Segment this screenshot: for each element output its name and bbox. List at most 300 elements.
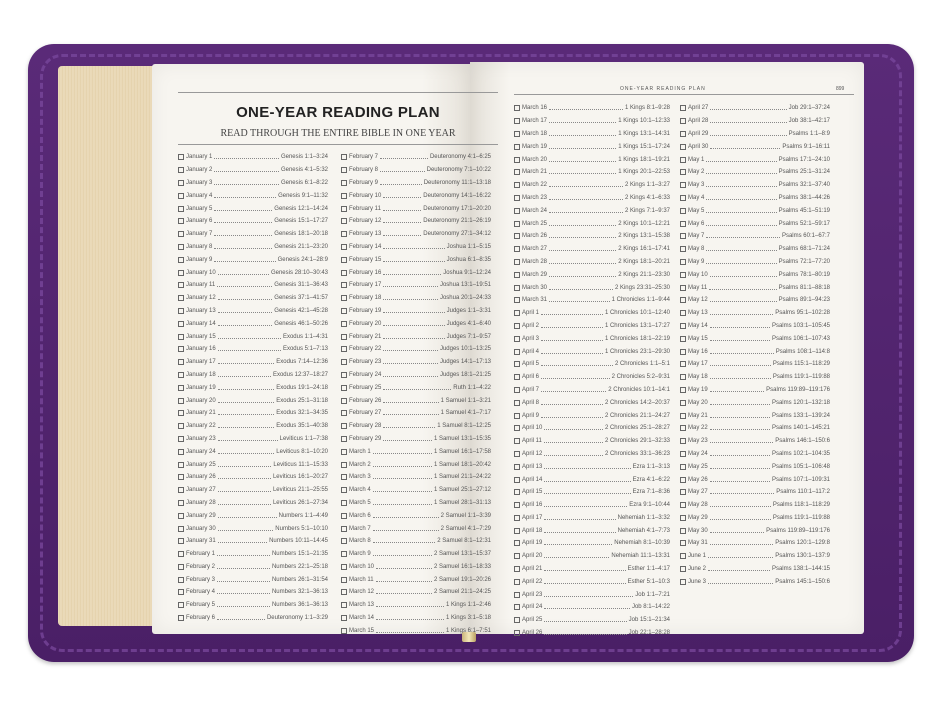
checkbox-icon xyxy=(680,566,686,572)
reading-entry xyxy=(178,561,328,574)
running-head: ONE-YEAR READING PLAN xyxy=(620,86,706,92)
subtitle-rule xyxy=(178,144,498,145)
reading-entry xyxy=(178,458,328,471)
leader-dots xyxy=(383,373,438,377)
checkbox-icon xyxy=(178,372,184,378)
reading-entry xyxy=(178,305,328,318)
checkbox-icon xyxy=(178,398,184,404)
checkbox-icon xyxy=(514,259,520,265)
leader-dots xyxy=(710,273,777,277)
leader-dots xyxy=(706,247,776,251)
checkbox-icon xyxy=(514,553,520,559)
checkbox-icon xyxy=(341,602,347,608)
checkbox-icon xyxy=(680,233,686,239)
entry-date: February 11 xyxy=(349,205,381,212)
checkbox-icon xyxy=(514,387,520,393)
leader-dots xyxy=(376,590,432,594)
entry-date: May 1 xyxy=(688,156,705,163)
leader-dots xyxy=(710,132,786,136)
entry-date: January 5 xyxy=(186,205,213,212)
leader-dots xyxy=(544,426,603,430)
entry-date: April 9 xyxy=(522,412,540,419)
checkbox-icon xyxy=(178,487,184,493)
reading-entry xyxy=(514,268,670,281)
entry-date: June 1 xyxy=(688,553,707,560)
checkbox-icon xyxy=(514,336,520,342)
reading-entry xyxy=(178,522,328,535)
checkbox-icon xyxy=(514,604,520,610)
reading-entry xyxy=(680,524,830,537)
reading-entry xyxy=(680,332,830,345)
entry-date: January 18 xyxy=(186,371,216,378)
reading-entry xyxy=(341,381,491,394)
leader-dots xyxy=(710,426,770,430)
reading-entry xyxy=(178,189,328,202)
entry-reading: 2 Kings 16:1–17:41 xyxy=(618,246,670,253)
entry-reading: Genesis 12:1–14:24 xyxy=(274,205,328,212)
entry-date: June 2 xyxy=(688,566,707,573)
checkbox-icon xyxy=(680,387,686,393)
reading-entry xyxy=(680,307,830,320)
entry-date: May 20 xyxy=(688,399,708,406)
entry-date: January 22 xyxy=(186,423,216,430)
entry-reading: Psalms 89:1–94:23 xyxy=(778,297,830,304)
checkbox-icon xyxy=(680,285,686,291)
entry-date: April 16 xyxy=(522,502,543,509)
entry-reading: 1 Chronicles 13:1–17:27 xyxy=(604,322,670,329)
leader-dots xyxy=(218,309,273,313)
checkbox-icon xyxy=(680,157,686,163)
reading-entry xyxy=(514,448,670,461)
entry-date: February 29 xyxy=(349,435,382,442)
entry-reading: Joshua 9:1–12:24 xyxy=(443,269,491,276)
checkbox-icon xyxy=(178,270,184,276)
leader-dots xyxy=(373,450,432,454)
reading-entry xyxy=(680,166,830,179)
checkbox-icon xyxy=(514,131,520,137)
entry-date: March 8 xyxy=(349,538,371,545)
entry-date: April 28 xyxy=(688,118,709,125)
entry-reading: Psalms 95:1–102:28 xyxy=(775,310,830,317)
leader-dots xyxy=(541,375,610,379)
checkbox-icon xyxy=(178,334,184,340)
reading-entry xyxy=(341,266,491,279)
reading-entry xyxy=(514,204,670,217)
entry-reading: 1 Chronicles 1:1–9:44 xyxy=(611,297,670,304)
entry-date: May 23 xyxy=(688,438,708,445)
entry-reading: Exodus 25:1–31:18 xyxy=(276,397,328,404)
entry-reading: Deuteronomy 27:1–34:12 xyxy=(423,231,491,238)
entry-date: March 6 xyxy=(349,512,371,519)
entry-reading: Psalms 119:1–119:88 xyxy=(772,514,830,521)
reading-entry xyxy=(341,292,491,305)
reading-entry xyxy=(680,140,830,153)
leader-dots xyxy=(383,232,421,236)
reading-entry xyxy=(680,384,830,397)
reading-entry xyxy=(680,575,830,588)
checkbox-icon xyxy=(341,270,347,276)
page-edges xyxy=(58,66,158,626)
checkbox-icon xyxy=(341,359,347,365)
entry-date: April 11 xyxy=(522,438,542,445)
checkbox-icon xyxy=(514,425,520,431)
checkbox-icon xyxy=(341,257,347,263)
leader-dots xyxy=(218,450,275,454)
entry-reading: Exodus 5:1–7:13 xyxy=(282,346,328,353)
reading-column-2 xyxy=(341,151,491,637)
checkbox-icon xyxy=(341,628,347,634)
leader-dots xyxy=(373,475,432,479)
entry-reading: Genesis 18:1–20:18 xyxy=(274,231,328,238)
checkbox-icon xyxy=(514,528,520,534)
leader-dots xyxy=(218,399,275,403)
entry-date: March 20 xyxy=(522,156,548,163)
reading-entry xyxy=(680,371,830,384)
entry-reading: 2 Samuel 16:1–18:33 xyxy=(433,563,491,570)
entry-reading: Psalms 106:1–107:43 xyxy=(771,335,830,342)
reading-entry xyxy=(680,499,830,512)
reading-entry xyxy=(178,164,328,177)
reading-column-3 xyxy=(514,102,670,639)
entry-reading: 2 Kings 21:1–23:30 xyxy=(618,271,670,278)
entry-reading: Leviticus 21:1–25:55 xyxy=(272,487,328,494)
reading-entry xyxy=(514,166,670,179)
checkbox-icon xyxy=(341,474,347,480)
leader-dots xyxy=(549,145,616,149)
entry-reading: 2 Samuel 4:1–7:29 xyxy=(440,525,491,532)
entry-reading: Genesis 37:1–41:57 xyxy=(274,295,328,302)
leader-dots xyxy=(549,196,623,200)
checkbox-icon xyxy=(680,246,686,252)
entry-reading: Psalms 103:1–105:45 xyxy=(771,322,830,329)
leader-dots xyxy=(383,245,444,249)
reading-entry xyxy=(514,281,670,294)
reading-entry xyxy=(514,243,670,256)
checkbox-icon xyxy=(178,231,184,237)
leader-dots xyxy=(383,322,444,326)
checkbox-icon xyxy=(341,295,347,301)
entry-reading: Psalms 68:1–71:24 xyxy=(778,246,830,253)
leader-dots xyxy=(541,337,603,341)
reading-entry xyxy=(341,202,491,215)
leader-dots xyxy=(373,552,432,556)
reading-entry xyxy=(178,215,328,228)
entry-reading: Job 15:1–21:34 xyxy=(628,617,670,624)
checkbox-icon xyxy=(514,195,520,201)
leader-dots xyxy=(544,580,625,584)
reading-entry xyxy=(680,563,830,576)
leader-dots xyxy=(383,386,451,390)
entry-reading: Ezra 9:1–10:44 xyxy=(629,502,670,509)
entry-date: May 6 xyxy=(688,220,705,227)
checkbox-icon xyxy=(341,589,347,595)
checkbox-icon xyxy=(514,157,520,163)
leader-dots xyxy=(544,452,603,456)
leader-dots xyxy=(218,271,269,275)
entry-reading: Judges 7:1–9:57 xyxy=(446,333,491,340)
entry-date: May 24 xyxy=(688,450,708,457)
leader-dots xyxy=(544,618,626,622)
entry-date: May 7 xyxy=(688,233,705,240)
entry-date: May 28 xyxy=(688,502,708,509)
leader-dots xyxy=(373,539,436,543)
reading-entry xyxy=(680,435,830,448)
leader-dots xyxy=(214,181,279,185)
entry-reading: Numbers 22:1–25:18 xyxy=(271,563,328,570)
checkbox-icon xyxy=(178,257,184,263)
checkbox-icon xyxy=(178,500,184,506)
entry-date: February 16 xyxy=(349,269,382,276)
leader-dots xyxy=(544,593,633,597)
leader-dots xyxy=(549,132,616,136)
checkbox-icon xyxy=(341,564,347,570)
checkbox-icon xyxy=(341,398,347,404)
entry-date: April 27 xyxy=(688,105,709,112)
reading-column-1 xyxy=(178,151,328,624)
entry-date: January 28 xyxy=(186,499,216,506)
checkbox-icon xyxy=(341,410,347,416)
leader-dots xyxy=(541,401,603,405)
entry-reading: Joshua 13:1–19:51 xyxy=(439,282,491,289)
entry-reading: Psalms 32:1–37:40 xyxy=(778,182,830,189)
reading-entry xyxy=(514,614,670,627)
entry-reading: 1 Chronicles 23:1–29:30 xyxy=(604,348,670,355)
reading-entry xyxy=(514,192,670,205)
entry-reading: Exodus 32:1–34:35 xyxy=(276,410,328,417)
entry-date: April 12 xyxy=(522,450,543,457)
entry-reading: Leviticus 16:1–20:27 xyxy=(272,474,328,481)
entry-date: February 3 xyxy=(186,576,216,583)
checkbox-icon xyxy=(514,361,520,367)
checkbox-icon xyxy=(341,282,347,288)
checkbox-icon xyxy=(680,400,686,406)
leader-dots xyxy=(383,207,421,211)
entry-date: January 17 xyxy=(186,359,216,366)
entry-date: March 19 xyxy=(522,143,548,150)
entry-date: January 23 xyxy=(186,435,216,442)
entry-date: March 26 xyxy=(522,233,548,240)
checkbox-icon xyxy=(680,182,686,188)
entry-reading: Judges 4:1–6:40 xyxy=(446,320,491,327)
leader-dots xyxy=(708,567,770,571)
reading-entry xyxy=(680,217,830,230)
reading-entry xyxy=(514,307,670,320)
checkbox-icon xyxy=(514,297,520,303)
entry-reading: 2 Samuel 21:1–24:25 xyxy=(433,589,491,596)
entry-reading: Ezra 4:1–6:22 xyxy=(632,476,670,483)
entry-reading: Genesis 4:1–5:32 xyxy=(280,167,328,174)
entry-reading: Psalms 140:1–145:21 xyxy=(771,425,830,432)
checkbox-icon xyxy=(514,310,520,316)
leader-dots xyxy=(376,565,432,569)
reading-entry xyxy=(178,343,328,356)
entry-date: March 28 xyxy=(522,258,548,265)
leader-dots xyxy=(383,271,441,275)
checkbox-icon xyxy=(514,464,520,470)
checkbox-icon xyxy=(178,206,184,212)
entry-reading: Deuteronomy 4:1–6:25 xyxy=(429,154,491,161)
reading-entry xyxy=(341,445,491,458)
reading-entry xyxy=(178,484,328,497)
checkbox-icon xyxy=(514,182,520,188)
entry-reading: Leviticus 11:1–15:33 xyxy=(273,461,328,468)
checkbox-icon xyxy=(514,540,520,546)
entry-date: February 28 xyxy=(349,423,382,430)
checkbox-icon xyxy=(680,579,686,585)
entry-date: January 9 xyxy=(186,256,213,263)
reading-entry xyxy=(341,241,491,254)
entry-date: February 2 xyxy=(186,563,216,570)
entry-reading: 1 Samuel 4:1–7:17 xyxy=(440,410,491,417)
checkbox-icon xyxy=(680,169,686,175)
reading-entry xyxy=(178,330,328,343)
entry-date: March 4 xyxy=(349,487,371,494)
entry-reading: Nehemiah 1:1–3:32 xyxy=(617,514,670,521)
leader-dots xyxy=(544,631,626,635)
entry-date: February 15 xyxy=(349,256,382,263)
entry-date: May 21 xyxy=(688,412,708,419)
checkbox-icon xyxy=(680,540,686,546)
leader-dots xyxy=(706,196,776,200)
leader-dots xyxy=(710,414,770,418)
checkbox-icon xyxy=(680,489,686,495)
entry-reading: Psalms 120:1–129:8 xyxy=(775,540,830,547)
entry-date: May 12 xyxy=(688,297,708,304)
leader-dots xyxy=(544,529,615,533)
leader-dots xyxy=(217,603,270,607)
entry-reading: Leviticus 8:1–10:20 xyxy=(276,448,328,455)
leader-dots xyxy=(710,401,770,405)
checkbox-icon xyxy=(341,487,347,493)
reading-entry xyxy=(178,612,328,625)
leader-dots xyxy=(549,183,623,187)
checkbox-icon xyxy=(680,259,686,265)
entry-date: May 10 xyxy=(688,271,708,278)
entry-reading: Esther 1:1–4:17 xyxy=(627,566,670,573)
reading-entry xyxy=(178,381,328,394)
reading-entry xyxy=(178,253,328,266)
reading-entry xyxy=(514,499,670,512)
entry-date: January 13 xyxy=(186,307,216,314)
leader-dots xyxy=(373,488,432,492)
entry-reading: 1 Kings 6:1–7:51 xyxy=(445,627,491,634)
entry-reading: 2 Kings 7:1–9:37 xyxy=(624,207,670,214)
entry-reading: 2 Samuel 13:1–15:37 xyxy=(433,551,491,558)
entry-reading: Psalms 78:1–80:19 xyxy=(778,271,830,278)
checkbox-icon xyxy=(178,615,184,621)
checkbox-icon xyxy=(514,246,520,252)
leader-dots xyxy=(710,119,786,123)
entry-date: April 20 xyxy=(522,553,543,560)
entry-date: February 6 xyxy=(186,615,216,622)
entry-reading: 1 Samuel 28:1–31:13 xyxy=(433,499,491,506)
leader-dots xyxy=(549,170,616,174)
leader-dots xyxy=(708,580,773,584)
reading-entry xyxy=(514,550,670,563)
checkbox-icon xyxy=(514,374,520,380)
checkbox-icon xyxy=(680,464,686,470)
checkbox-icon xyxy=(341,244,347,250)
leader-dots xyxy=(218,347,281,351)
reading-entry xyxy=(514,332,670,345)
entry-date: March 2 xyxy=(349,461,371,468)
leader-dots xyxy=(710,439,774,443)
leader-dots xyxy=(217,552,270,556)
leader-dots xyxy=(706,260,776,264)
entry-date: May 11 xyxy=(688,284,708,291)
reading-entry xyxy=(178,497,328,510)
reading-entry xyxy=(178,420,328,433)
entry-date: January 3 xyxy=(186,179,213,186)
entry-date: March 12 xyxy=(349,589,375,596)
entry-reading: 2 Chronicles 5:2–9:31 xyxy=(611,374,670,381)
leader-dots xyxy=(549,106,623,110)
entry-reading: 2 Chronicles 10:1–14:1 xyxy=(608,386,670,393)
entry-date: May 31 xyxy=(688,540,708,547)
entry-date: February 13 xyxy=(349,231,382,238)
reading-entry xyxy=(514,102,670,115)
reading-entry xyxy=(178,292,328,305)
leader-dots xyxy=(706,209,776,213)
leader-dots xyxy=(217,283,272,287)
reading-entry xyxy=(514,435,670,448)
entry-date: May 27 xyxy=(688,489,708,496)
entry-reading: Psalms 110:1–117:2 xyxy=(776,489,830,496)
entry-reading: Genesis 9:1–11:32 xyxy=(278,192,328,199)
checkbox-icon xyxy=(514,566,520,572)
leader-dots xyxy=(373,501,432,505)
reading-entry xyxy=(514,512,670,525)
entry-reading: 1 Samuel 1:1–3:21 xyxy=(440,397,491,404)
reading-entry xyxy=(341,317,491,330)
entry-reading: 1 Kings 3:1–5:18 xyxy=(445,615,491,622)
checkbox-icon xyxy=(178,321,184,327)
reading-entry xyxy=(341,471,491,484)
entry-reading: Ruth 1:1–4:22 xyxy=(453,384,491,391)
entry-date: January 14 xyxy=(186,320,216,327)
leader-dots xyxy=(706,170,776,174)
reading-entry xyxy=(680,243,830,256)
entry-date: January 7 xyxy=(186,231,213,238)
reading-entry xyxy=(178,445,328,458)
entry-reading: Psalms 133:1–139:24 xyxy=(771,412,830,419)
entry-date: March 11 xyxy=(349,576,374,583)
checkbox-icon xyxy=(680,425,686,431)
leader-dots xyxy=(214,219,272,223)
leader-dots xyxy=(218,527,274,531)
reading-entry xyxy=(680,448,830,461)
entry-date: April 21 xyxy=(522,566,543,573)
entry-date: February 4 xyxy=(186,589,216,596)
leader-dots xyxy=(383,424,435,428)
reading-entry xyxy=(514,179,670,192)
entry-reading: Numbers 32:1–36:13 xyxy=(271,589,328,596)
entry-date: February 23 xyxy=(349,359,382,366)
page-subtitle: READ THROUGH THE ENTIRE BIBLE IN ONE YEAR xyxy=(220,128,456,139)
entry-date: January 30 xyxy=(186,525,216,532)
leader-dots xyxy=(214,232,272,236)
checkbox-icon xyxy=(178,538,184,544)
entry-reading: 2 Kings 4:1–6:33 xyxy=(624,194,670,201)
entry-date: February 26 xyxy=(349,397,382,404)
checkbox-icon xyxy=(178,423,184,429)
reading-entry xyxy=(680,358,830,371)
entry-date: February 17 xyxy=(349,282,382,289)
reading-entry xyxy=(514,384,670,397)
entry-date: January 21 xyxy=(186,410,216,417)
entry-reading: Judges 1:1–3:31 xyxy=(446,307,491,314)
leader-dots xyxy=(218,475,271,479)
